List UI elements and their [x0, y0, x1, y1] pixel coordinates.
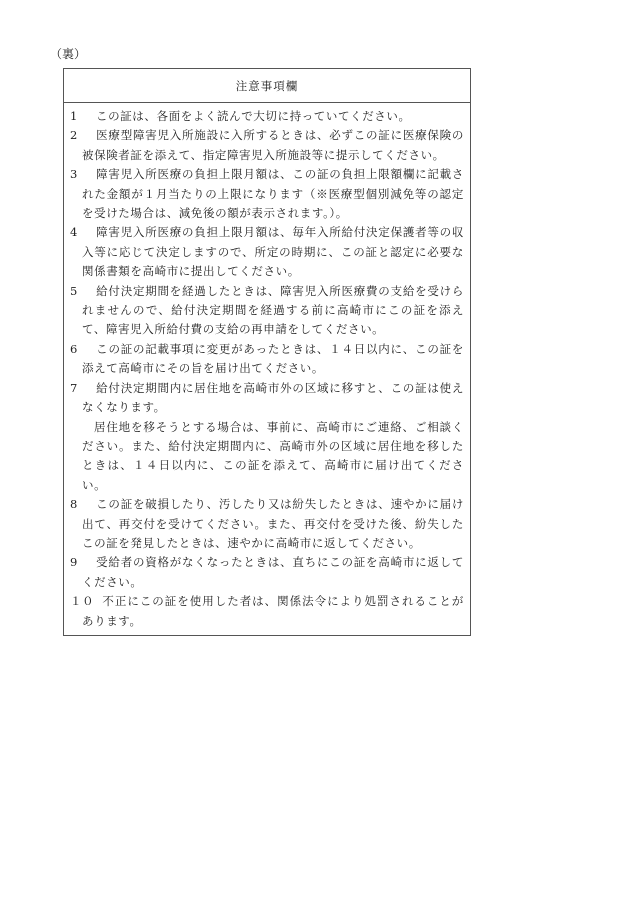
notice-item-7 [70, 379, 464, 418]
notice-item-7-note: 居住地を移そうとする場合は、事前に、高崎市にご連絡、ご相談ください。また、給付決定期間内に、高崎市外の区域に居住地を移したときは、１４日以内に、この証を添えて、高崎市に届け出てください。 [82, 419, 464, 492]
notice-item-number: 7 [70, 380, 78, 395]
notice-item-text: 障害児入所医療の負担上限月額は、毎年入所給付決定保護者等の収入等に応じて決定しますので、所定の時期に、この証と認定に必要な関係書類を高崎市に提出してください。 [82, 225, 464, 279]
notice-item-number: 3 [70, 167, 78, 182]
notice-item-text: 医療型障害児入所施設に入所するときは、必ずこの証に医療保険の被保険者証を添えて、指定障害児入所施設等に提示してください。 [82, 128, 464, 162]
notice-item-6 [70, 340, 464, 379]
notice-item-3 [70, 165, 464, 223]
notice-item-number: 2 [70, 128, 78, 143]
notice-list [64, 103, 470, 631]
notice-title: 注意事項欄 [64, 69, 470, 103]
notice-item-4 [70, 223, 464, 281]
notice-item-8 [70, 495, 464, 553]
notice-item-text: 障害児入所医療の負担上限月額は、この証の負担上限額欄に記載された金額が１月当たりの上限になります（※医療型個別減免等の認定を受けた場合は、減免後の額が表示されます。）。 [82, 167, 464, 221]
notice-item-5 [70, 282, 464, 340]
notice-item-number: 6 [70, 341, 78, 356]
notice-item-2 [70, 126, 464, 165]
notice-box [63, 68, 471, 636]
notice-item-text: 受給者の資格がなくなったときは、直ちにこの証を高崎市に返してください。 [82, 555, 464, 589]
notice-item-text: 不正にこの証を使用した者は、関係法令により処罰されることがあります。 [82, 594, 464, 628]
back-side-label: （裏） [50, 47, 87, 61]
notice-item-text: この証は、各面をよく読んで大切に持っていてください。 [96, 109, 411, 123]
notice-item-9 [70, 553, 464, 592]
notice-item-number: 1 [70, 109, 78, 123]
notice-item-number: 5 [70, 283, 78, 298]
notice-item-number: １０ [70, 594, 95, 609]
notice-item-text: この証の記載事項に変更があったときは、１４日以内に、この証を添えて高崎市にその旨を届け出てください。 [82, 341, 464, 376]
notice-item-number: 9 [70, 555, 78, 570]
notice-item-1 [70, 107, 464, 126]
notice-item-number: 8 [70, 497, 78, 512]
notice-item-text: 給付決定期間内に居住地を高崎市外の区域に移すと、この証は使えなくなります。 [82, 380, 464, 415]
notice-item-text: 給付決定期間を経過したときは、障害児入所医療費の支給を受けられませんので、給付決定期間を経過する前に高崎市にこの証を添えて、障害児入所給付費の支給の再申請をしてください。 [82, 283, 464, 337]
notice-item-number: 4 [70, 225, 78, 240]
notice-item-10 [70, 592, 464, 631]
notice-item-text: この証を破損したり、汚したり又は紛失したときは、速やかに届け出て、再交付を受けてください。また、再交付を受けた後、紛失したこの証を発見したときは、速やかに高崎市に返してください。 [82, 497, 464, 550]
